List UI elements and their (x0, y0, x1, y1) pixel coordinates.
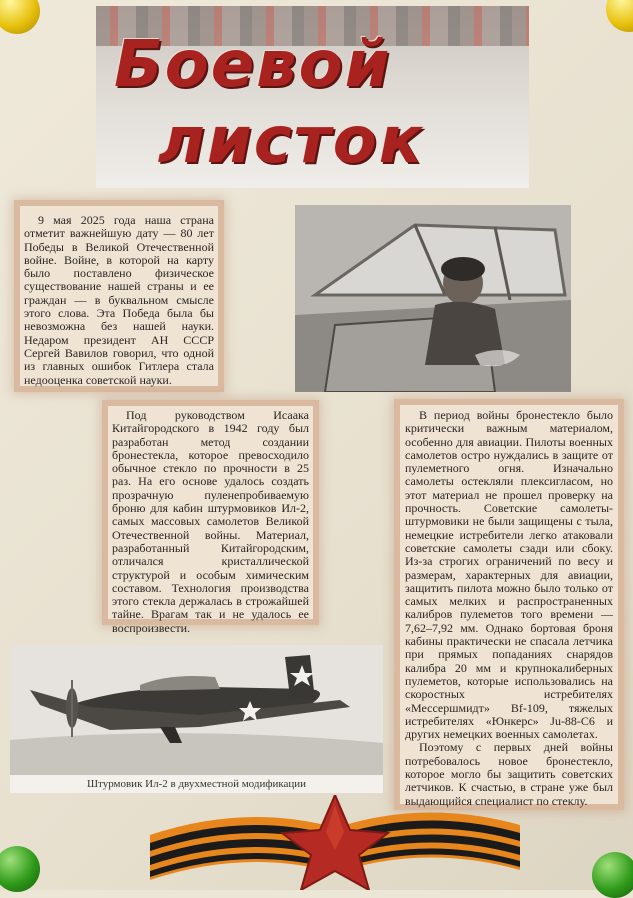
il2-attack-aircraft-image (10, 645, 383, 775)
article-intro (20, 206, 218, 386)
yellow-magnet-top-left (0, 0, 40, 34)
article-aviation (400, 405, 618, 808)
article-aviation-paragraph-1: В период войны бронестекло было критически важным материалом, особенно для авиации. Пилоты военных самолетов остро нуждались в защите от пулеметного огня. Изначально самолеты остекляли плексигласом, но этот материал не прошел проверку на прочность. Советские самолеты-штурмовики не были защищены с тыла, немецкие истребители легко атаковали советские самолеты сзади или сбоку. Из-за строгих ограничений по весу и размерам, характерных для авиации, защитить пилота можно было только от самых мелких и распространенных калибров пулеметов того времени — 7,62–7,92 мм. Однако бортовая броня кабины практически не спасала летчика при прямых попаданиях снарядов калибра 20 мм и крупнокалиберных пулеметов, которые использовались на скоростных истребителях «Мессершмидт» Bf-109, тяжелых истребителях «Юнкерс» Ju-88-C6 и других немецких военных самолетах. (405, 408, 613, 742)
yellow-magnet-top-right (606, 0, 633, 32)
il2-plane-photo (10, 645, 383, 775)
green-magnet-bottom-left (0, 846, 40, 892)
plane-photo-caption: Штурмовик Ил-2 в двухместной модификации (10, 775, 383, 793)
title-line-1: Боевой (114, 28, 392, 102)
title-line-2: листок (158, 104, 425, 178)
pilot-in-cockpit-image (295, 205, 571, 392)
st-george-ribbon-star-emblem (150, 795, 520, 890)
article-bronesteklo-text: Под руководством Исаака Китайгородского в 1942 году был разработан метод создании бронестекла, которое превосходило обычное стекло по прочности в 25 раз. На его основе удалось создать прозрачную пуленепробиваемую броню для кабин штурмовиков Ил-2, самых массовых самолетов Великой Отечественной войны. Материал, разработанный Китайгородским, отличался кристаллической структурой и особым химическим составом. Технология производства этого стекла держалась в строжайшей тайне. Врагам так и не удалось ее воспроизвести. (112, 408, 309, 635)
poster-header (96, 6, 529, 188)
article-aviation-paragraph-2: Поэтому с первых дней войны потребовалось новое бронестекло, которое могло бы защитить советских летчиков. К счастью, в стране уже был выдающийся специалист по стеклу. (405, 740, 613, 808)
green-magnet-bottom-right (592, 852, 633, 898)
article-intro-text: 9 мая 2025 года наша страна отметит важнейшую дату — 80 лет Победы в Великой Отечественной войне. Войне, в которой на карту было поставлено физическое существование нашей страны и ее граждан — в буквальном смысле этого слова. Эта Победа была бы невозможна без нашей науки. Недаром президент АН СССР Сергей Вавилов говорил, что одной из главных ошибок Гитлера стала недооценка советской науки. (24, 213, 214, 387)
article-bronesteklo (108, 406, 313, 635)
pilot-photo (295, 205, 571, 392)
